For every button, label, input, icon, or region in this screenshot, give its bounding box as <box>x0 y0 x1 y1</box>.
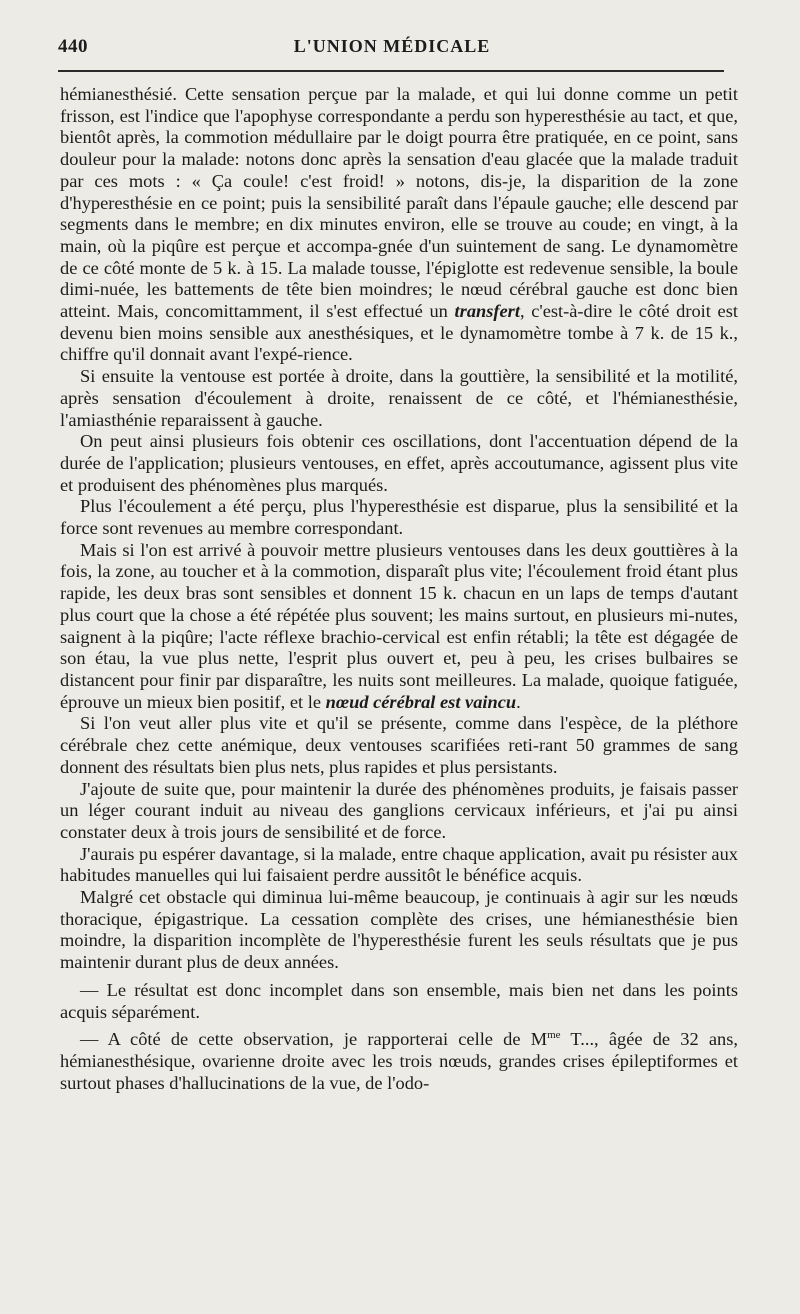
text-run: Malgré cet obstacle qui diminua lui-même beaucoup, je continuais à agir sur les nœuds thoracique, épigastrique. La cessation complète des crises, une hémianesthésie bien moindre, la disparition incomplète de l'hyperesthésie furent les seuls résultats que je pus maintenir durant plus de deux années. <box>60 887 738 973</box>
text-run: Si ensuite la ventouse est portée à droite, dans la gouttière, la sensibilité et la motilité, après sensation d'écoulement à droite, renaissent de ce côté, et l'hémianesthésie, l'amiasthénie reparaissent à gauche. <box>60 366 738 430</box>
paragraph <box>60 496 738 539</box>
text-run: Plus l'écoulement a été perçu, plus l'hyperesthésie est disparue, plus la sensibilité et la force sont revenues au membre correspondant. <box>60 496 738 539</box>
paragraph <box>60 540 738 714</box>
paragraph <box>60 84 738 366</box>
header-rule <box>58 70 724 72</box>
page-number: 440 <box>58 36 88 57</box>
paragraph <box>60 713 738 778</box>
text-run: Mais si l'on est arrivé à pouvoir mettre plusieurs ventouses dans les deux gouttières à la fois, la zone, au toucher et à la commotion, disparaît plus vite; l'écoulement froid étant plus rapide, les deux bras sont sensibles et donnent 15 k. chacun en un laps de temps d'autant plus court que la chose a été répétée plus souvent; les mains surtout, en plusieurs mi-nutes, saignent à la piqûre; l'acte réflexe brachio-cervical est enfin rétabli; la tête est dégagée de son étau, la vue plus nette, l'esprit plus ouvert et, peu à peu, les crises bulbaires se distancent pour finir par disparaître, les nuits sont meilleures. La malade, quoique fatiguée, éprouve un mieux bien positif, et le <box>60 539 738 712</box>
text-run: hémianesthésié. Cette sensation perçue par la malade, et qui lui donne comme un petit frisson, est l'indice que l'apophyse correspondante a perdu son hyperesthésie au tact, et que, bientôt après, la commotion médullaire par le doigt pourra être pratiquée, en ce point, sans douleur pour la malade: notons donc après la sensation d'eau glacée que la malade traduit par ces mots : « Ça coule! c'est froid! » notons, dis-je, la disparition de la zone d'hyperesthésie en ce point; puis la sensibilité paraît dans l'épaule gauche; elle descend par segments dans le membre; en dix minutes environ, elle se trouve au coude; en vingt, à la main, où la piqûre est perçue et accompa-gnée d'un suintement de sang. Le dynamomètre de ce côté monte de 5 k. à 15. La malade tousse, l'épiglotte est redevenue sensible, la boule dimi-nuée, les battements de tête bien moindres; le nœud cérébral gauche est donc bien atteint. Mais, concomittamment, il s'est effectué un <box>60 84 738 322</box>
superscript-text: me <box>547 1029 561 1042</box>
text-run: — A côté de cette observation, je rapporterai celle de M <box>80 1029 548 1050</box>
text-run: . <box>516 691 521 712</box>
text-run: J'ajoute de suite que, pour maintenir la durée des phénomènes produits, je faisais passer un léger courant induit au niveau des ganglions cervicaux inférieurs, et j'ai pu ainsi constater deux à trois jours de sensibilité et de force. <box>60 778 738 842</box>
paragraph <box>60 431 738 496</box>
text-run: T..., âgée de 32 ans, hémianesthésique, ovarienne droite avec les trois nœuds, grandes crises épileptiformes et surtout phases d'hallucinations de la vue, de l'odo- <box>60 1029 738 1093</box>
paragraph <box>60 844 738 887</box>
text-run: J'aurais pu espérer davantage, si la malade, entre chaque application, avait pu résister aux habitudes manuelles qui lui faisaient perdre aussitôt le bénéfice acquis. <box>60 843 738 886</box>
text-run: On peut ainsi plusieurs fois obtenir ces oscillations, dont l'accentuation dépend de la durée de l'application; plusieurs ventouses, en effet, après accoutumance, agissent plus vite et produisent des phénomènes plus marqués. <box>60 431 738 495</box>
emphasized-text: nœud cérébral est vaincu <box>325 691 517 712</box>
text-run: Si l'on veut aller plus vite et qu'il se présente, comme dans l'espèce, de la pléthore cérébrale chez cette anémique, deux ventouses scarifiées reti-rant 50 grammes de sang donnent des résultats bien plus nets, plus rapides et plus persistants. <box>60 713 738 777</box>
paragraph <box>60 779 738 844</box>
body-text <box>60 84 738 1094</box>
paragraph <box>60 980 738 1023</box>
text-run: , c'est-à-dire le côté droit est devenu bien moins sensible aux anesthésiques, et le dynamomètre tombe à 7 k. de 15 k., chiffre qu'il donnait avant l'expé-rience. <box>60 301 738 365</box>
emphasized-text: transfert <box>454 301 520 322</box>
journal-title: L'UNION MÉDICALE <box>293 36 491 56</box>
paragraph <box>60 887 738 974</box>
paragraph <box>60 1029 738 1094</box>
text-run: — Le résultat est donc incomplet dans son ensemble, mais bien net dans les points acquis séparément. <box>60 979 738 1022</box>
paragraph <box>60 366 738 431</box>
running-header <box>58 34 726 66</box>
